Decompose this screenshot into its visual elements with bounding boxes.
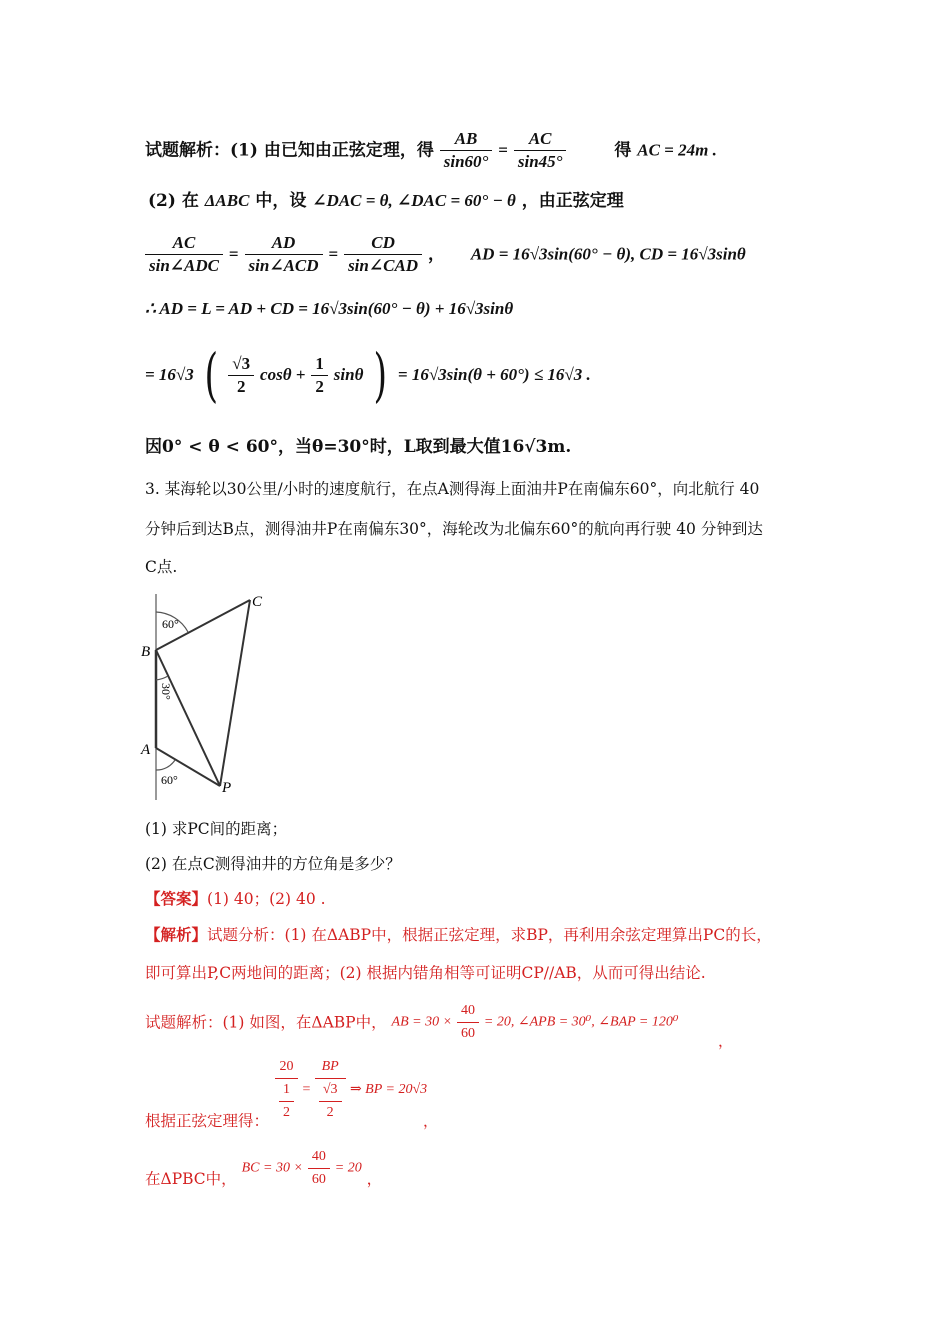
segment-bp	[156, 650, 220, 786]
frac-num: 1	[279, 1079, 294, 1102]
navigation-diagram	[138, 590, 278, 805]
result-ac: AC = 24m .	[637, 140, 717, 160]
frac-den: sin60°	[443, 152, 489, 171]
sin-term: sinθ	[333, 365, 364, 384]
comma: ，	[427, 244, 445, 265]
cos-term: cosθ +	[260, 365, 306, 384]
angle-label-top: 60°	[162, 617, 179, 631]
frac-den: sin∠ADC	[149, 256, 219, 275]
sine-rule-label: 根据正弦定理得：	[145, 1112, 270, 1130]
conclusion-line: 因0° < θ < 60°，当θ=30°时，L取到最大值16√3m.	[145, 437, 572, 457]
fraction-ad	[245, 232, 323, 277]
problem3-line2: 分钟后到达B点，测得油井P在南偏东30°，海轮改为北偏东60°的航向再行驶 40 分钟到达	[145, 520, 763, 538]
right-paren: )	[373, 341, 388, 409]
fraction-ab-sin60	[440, 128, 493, 173]
analysis-text1: 试题分析：(1) 在ΔABP中，根据正弦定理，求BP，再利用余弦定理算出PC的长，	[207, 926, 772, 944]
frac-num: 40	[308, 1146, 330, 1169]
sine-rule-line: $\frac{AC}{\text{sin∠ADC}}$ = $\frac{AD}{\text{sin∠ACD}}$ = $\frac{CD}{\text{sin∠CAD}}$ ， AD = 16√3sin(60° − θ), CD = 16√3sinθ	[145, 232, 746, 282]
frac-den: 2	[315, 376, 324, 396]
frac-num: √3	[319, 1079, 342, 1102]
detail-prefix: 试题解析：(1) 如图，在ΔABP中，	[145, 1013, 387, 1032]
fraction-1-2	[311, 353, 328, 398]
bp-result: ⇒ BP = 20√3	[349, 1082, 428, 1097]
detail-line1	[145, 1000, 679, 1050]
equals-sign: =	[498, 140, 508, 160]
frac-num: AB	[440, 128, 493, 151]
fraction-bp-over-sqrt3-2	[315, 1056, 346, 1124]
fraction-20-over-half	[275, 1056, 298, 1124]
frac-den: 60	[460, 1026, 475, 1041]
frac-num: AC	[514, 128, 567, 151]
part1-prefix: 试题解析：(1) 由已知由正弦定理，得	[145, 140, 434, 161]
frac-den: 2	[236, 376, 246, 396]
label-C: C	[252, 594, 263, 610]
ad-cd-expressions: AD = 16√3sin(60° − θ), CD = 16√3sinθ	[470, 244, 746, 264]
fraction-ac-sin45	[514, 128, 567, 173]
frac-num: 20	[275, 1056, 298, 1079]
segment-cp	[220, 600, 250, 786]
fraction-40-60	[457, 1000, 479, 1045]
analysis-tag: 【解析】	[145, 925, 208, 944]
frac-den: 2	[326, 1105, 334, 1120]
analysis-line1	[145, 924, 772, 946]
result-prefix: 得	[614, 140, 632, 161]
expand-lhs: = 16√3	[145, 365, 194, 384]
therefore-line: ∴ AD = L = AD + CD = 16√3sin(60° − θ) + 16√3sinθ	[145, 299, 514, 318]
problem3-line3: C点.	[145, 558, 178, 576]
expand-line	[145, 341, 591, 409]
detail-comma2: ，	[423, 1112, 439, 1130]
bc-rhs: = 20	[334, 1160, 362, 1176]
question-1: (1) 求PC间的距离；	[145, 820, 288, 838]
left-paren: (	[204, 341, 218, 409]
answer-tag: 【答案】	[145, 889, 208, 908]
frac-num: 40	[457, 1000, 479, 1023]
part2-text2: 中，设	[255, 191, 307, 211]
analysis-line2: 即可算出P,C两地间的距离；(2) 根据内错角相等可证明CP//AB，从而可得出结论.	[145, 964, 706, 982]
answer-line	[145, 888, 326, 910]
part2-text3: ，由正弦定理	[521, 191, 624, 211]
frac-num: AD	[245, 232, 323, 255]
triangle-abc: ΔABC	[204, 191, 250, 210]
angle-defs: ∠DAC = θ, ∠DAC = 60° − θ	[312, 191, 516, 210]
frac-num: BP	[315, 1056, 346, 1079]
answer-text: (1) 40；(2) 40 .	[207, 890, 326, 908]
frac-num: √3	[228, 353, 254, 376]
fraction-ac	[145, 232, 223, 277]
frac-num: AC	[145, 232, 223, 255]
bc-lhs: BC = 30 ×	[241, 1160, 303, 1176]
label-A: A	[141, 742, 151, 758]
angle-label-mid: 30°	[159, 683, 173, 700]
frac-den: 60	[311, 1172, 326, 1187]
angle-label-bottom: 60°	[161, 773, 178, 787]
frac-num: 1	[311, 353, 328, 376]
detail-comma1: ，	[718, 1032, 734, 1050]
label-B: B	[141, 644, 151, 660]
frac-num: CD	[344, 232, 422, 255]
problem3-line1: 3. 某海轮以30公里/小时的速度航行，在点A测得海上面油井P在南偏东60°，向北航行 40	[145, 480, 760, 498]
part2-text1: (2) 在	[148, 191, 199, 211]
frac-den: sin∠CAD	[348, 256, 419, 275]
angle-arc-mid	[156, 676, 168, 680]
detail-comma3: ，	[366, 1169, 383, 1188]
frac-den: sin45°	[517, 152, 563, 171]
fraction-cd	[344, 232, 422, 277]
bp-equation	[275, 1056, 427, 1126]
frac-den: 2	[283, 1105, 290, 1120]
question-2: (2) 在点C测得油井的方位角是多少？	[145, 855, 401, 873]
label-P: P	[222, 780, 232, 796]
fraction-sqrt3-2	[228, 353, 254, 398]
ab-rhs: = 20, ∠APB = 30⁰, ∠BAP = 120⁰	[483, 1014, 679, 1030]
fraction-1-2	[279, 1079, 294, 1124]
solution-part1	[145, 128, 717, 178]
angle-arc-bottom	[156, 760, 175, 770]
ab-lhs: AB = 30 ×	[391, 1014, 453, 1030]
solution-part2	[148, 190, 624, 212]
fraction-40-60-bc	[308, 1146, 330, 1191]
frac-den: sin∠ACD	[248, 256, 319, 275]
expand-rhs: = 16√3sin(θ + 60°) ≤ 16√3 .	[397, 365, 591, 384]
pbc-prefix: 在ΔPBC中，	[145, 1169, 237, 1188]
bp-eq: =	[302, 1082, 311, 1097]
detail-pbc-line	[145, 1146, 382, 1196]
fraction-sqrt3-2	[319, 1079, 342, 1124]
